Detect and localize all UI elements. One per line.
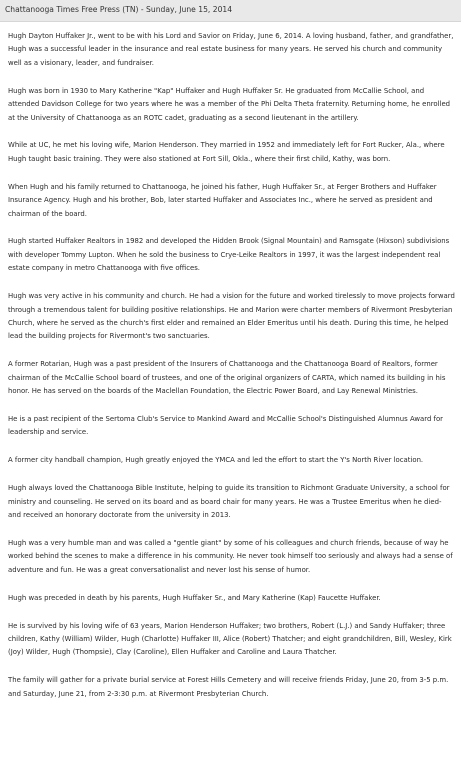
paragraph-9: A former city handball champion, Hugh greatly enjoyed the YMCA and led the effort to start the Y's North River location. (8, 456, 424, 465)
paragraph-12: Hugh was preceded in death by his parents, Hugh Huffaker Sr., and Mary Katherine (Kap) Faucette Huffaker. (8, 593, 381, 602)
paragraph-5: Hugh started Huffaker Realtors in 1982 and developed the Hidden Brook (Signal Mountain) and Ramsgate (Hixson) subdivisions with developer Tommy Lupton. When he sold the business to Crye-Leike Realtors in 1997, it was the largest independent real estate company in metro Chattanooga with five offices. (8, 237, 450, 273)
obituary-body (8, 30, 456, 716)
paragraph-11: Hugh was a very humble man and was called a "gentle giant" by some of his colleagues and church friends, because of way he worked behind the scenes to make a difference in his community. He never took himself too seriously and always had a sense of adventure and fun. He was a great conversationalist and never lost his sense of humor. (8, 538, 453, 574)
source-line: Chattanooga Times Free Press (TN) - Sunday, June 15, 2014 (5, 5, 233, 14)
source-header-bar (0, 0, 461, 22)
paragraph-4: When Hugh and his family returned to Chattanooga, he joined his father, Hugh Huffaker Sr., at Ferger Brothers and Huffaker Insurance Agency. Hugh and his brother, Bob, later started Huffaker and Associates Inc., where he served as president and chairman of the board. (8, 182, 437, 218)
paragraph-13: He is survived by his loving wife of 63 years, Marion Henderson Huffaker; two brothers, Robert (L.J.) and Sandy Huffaker; three children, Kathy (William) Wilder, Hugh (Charlotte) Huffaker III, Alice (Robert) Thatcher; and eight grandchildren, Bill, Wesley, Kirk (Joy) Wilder, Hugh (Thompsie), Clay (Caroline), Ellen Huffaker and Caroline and Laura Thatcher. (8, 621, 452, 657)
paragraph-14: The family will gather for a private burial service at Forest Hills Cemetery and will receive friends Friday, June 20, from 3-5 p.m. and Saturday, June 21, from 2-3:30 p.m. at Rivermont Presbyterian Church. (8, 676, 449, 698)
paragraph-2: Hugh was born in 1930 to Mary Katherine "Kap" Huffaker and Hugh Huffaker Sr. He graduated from McCallie School, and attended Davidson College for two years where he was a member of the Phi Delta Theta fraternity. Returning home, he enrolled at the University of Chattanooga as an ROTC cadet, graduating as a second lieutenant in the artillery. (8, 86, 451, 122)
paragraph-10: Hugh always loved the Chattanooga Bible Institute, helping to guide its transition to Richmont Graduate University, a school for ministry and counseling. He served on its board and as board chair for many years. He was a Trustee Emeritus when he died- and received an honorary doctorate from the university in 2013. (8, 484, 450, 520)
paragraph-6: Hugh was very active in his community and church. He had a vision for the future and worked tirelessly to move projects forward through a tremendous talent for building positive relationships. He and Marion were charter members of Rivermont Presbyterian Church, where he served as the church's first elder and remained an Elder Emeritus until his death. During this time, he helped lead the building projects for Rivermont's two sanctuaries. (8, 292, 455, 341)
paragraph-3: While at UC, he met his loving wife, Marion Henderson. They married in 1952 and immediately left for Fort Rucker, Ala., where Hugh taught basic training. They were also stationed at Fort Sill, Okla., where their first child, Kathy, was born. (8, 141, 445, 163)
paragraph-1: Hugh Dayton Huffaker Jr., went to be with his Lord and Savior on Friday, June 6, 2014. A loving husband, father, and grandfather, Hugh was a successful leader in the insurance and real estate business for many years. He served his church and community well as a visionary, leader, and fundraiser. (8, 32, 454, 67)
paragraph-8: He is a past recipient of the Sertoma Club's Service to Mankind Award and McCallie School's Distinguished Alumnus Award for leadership and service. (8, 415, 443, 437)
paragraph-7: A former Rotarian, Hugh was a past president of the Insurers of Chattanooga and the Chattanooga Board of Realtors, former chairman of the McCallie School board of trustees, and one of the original organizers of CARTA, which named its building in his honor. He has served on the boards of the Maclellan Foundation, the Electric Power Board, and Lay Renewal Ministries. (8, 360, 446, 396)
